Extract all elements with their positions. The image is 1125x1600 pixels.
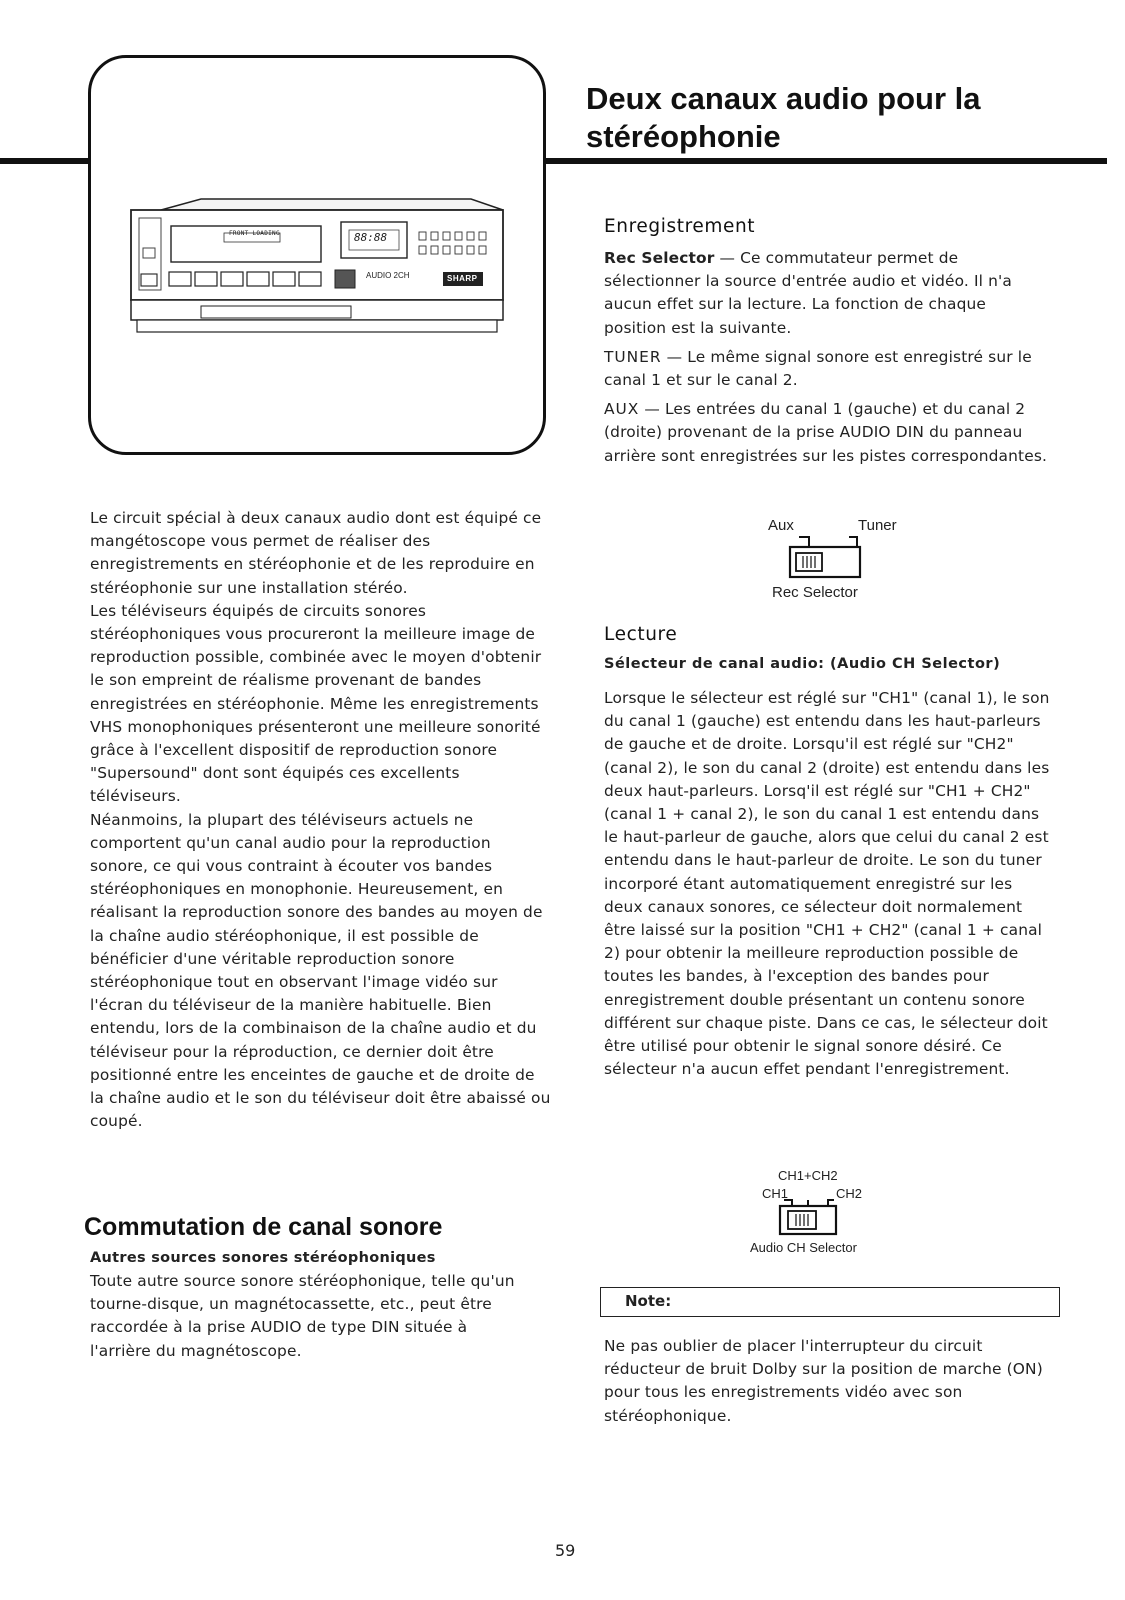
rec-selector-term: Rec Selector bbox=[604, 249, 715, 267]
aux-description: — Les entrées du canal 1 (gauche) et du canal 2 (droite) provenant de la prise AUDIO DIN du panneau arrière sont enregistrées sur les pistes correspondantes. bbox=[604, 400, 1048, 465]
audio-ch-selector-switch bbox=[758, 1192, 858, 1242]
note-box bbox=[600, 1287, 1060, 1317]
tuner-paragraph bbox=[604, 346, 1052, 392]
vcr-illustration bbox=[91, 58, 543, 452]
intro-text bbox=[90, 507, 552, 1133]
rec-selector-tuner-label: Tuner bbox=[858, 517, 897, 534]
rec-selector-aux-label: Aux bbox=[768, 517, 794, 534]
tuner-description: — Le même signal sonore est enregistré sur le canal 1 et sur le canal 2. bbox=[604, 347, 1032, 390]
illustration-frame bbox=[88, 55, 546, 455]
lecture-subheading: Sélecteur de canal audio: (Audio CH Selector) bbox=[604, 656, 1001, 672]
vcr-display-readout: 88:88 bbox=[354, 231, 388, 244]
enregistrement-heading: Enregistrement bbox=[604, 216, 756, 237]
vcr-audio-label: AUDIO 2CH bbox=[366, 271, 410, 280]
vcr-front-loading-label: FRONT LOADING bbox=[229, 230, 280, 237]
lecture-heading: Lecture bbox=[604, 624, 678, 645]
audio-ch-right-label: CH2 bbox=[836, 1186, 863, 1201]
audio-ch-left-label: CH1 bbox=[762, 1186, 789, 1201]
tuner-term: TUNER bbox=[604, 347, 662, 366]
enregistrement-text bbox=[604, 247, 1052, 474]
page-number: 59 bbox=[555, 1541, 576, 1560]
aux-paragraph bbox=[604, 398, 1052, 468]
intro-paragraph-3: Néanmoins, la plupart des téléviseurs actuels ne comportent qu'un canal audio pour la reproduction sonore, ce qui vous contraint à écouter vos bandes stéréophoniques en monophonie. Heureusement, en réalisant la reproduction sonore des bandes au moyen de la chaîne audio stéréophonique, il est possible de bénéficier d'une véritable reproduction sonore stéréophonique tout en observant l'image vidéo sur l'écran du téléviseur de la manière habituelle. Bien entendu, lors de la combinaison de la chaîne audio et du téléviseur pour la réproduction, ce dernier doit être positionné entre les enceintes de gauche et de droite de la chaîne audio et le son du téléviseur doit être abaissé ou coupé. bbox=[90, 810, 551, 1131]
commutation-heading: Commutation de canal sonore bbox=[84, 1213, 443, 1241]
lecture-text: Lorsque le sélecteur est réglé sur "CH1" (canal 1), le son du canal 1 (gauche) est entendu dans les haut-parleurs de gauche et de droite. Lorsqu'il est réglé sur "CH2" (canal 2), le son du canal 2 (droite) est entendu dans les deux haut-parleurs. Lorsq'il est réglé sur "CH1 + CH2" (canal 1 + canal 2), le son du canal 1 est entendu dans le haut-parleur de gauche, alors que celui du canal 2 est entendu dans le haut-parleur de droite. Le son du tuner incorporé étant automatiquement enregistré sur les deux canaux sonores, ce sélecteur doit normalement être laissé sur la position "CH1 + CH2" (canal 1 + canal 2) pour obtenir la meilleure reproduction possible de toutes les bandes, à l'exception des bandes pour enregistrement double présentant un contenu sonore différent sur chaque piste. Dans ce cas, le sélecteur doit être utilisé pour obtenir le signal sonore désiré. Ce sélecteur n'a aucun effet pendant l'enregistrement. bbox=[604, 689, 1050, 1079]
intro-paragraph-1: Le circuit spécial à deux canaux audio dont est équipé ce mangétoscope vous permet de réaliser des enregistrements en stéréophonie et de les reproduire en stéréophonie sur une installation stéréo. bbox=[90, 509, 542, 597]
intro-paragraph-2: Les téléviseurs équipés de circuits sonores stéréophoniques vous procureront la meilleure image de reproduction possible, combinée avec le moyen d'obtenir le son empreint de réalisme provenant de bandes enregistrées en stéréophonie. Même les enregistrements VHS monophoniques présenteront une meilleure sonorité grâce à l'excellent dispositif de reproduction sonore "Supersound" dont sont équipés ces excellents téléviseurs. bbox=[90, 601, 542, 806]
rec-selector-caption: Rec Selector bbox=[772, 584, 858, 601]
rec-selector-paragraph bbox=[604, 247, 1052, 340]
rec-selector-description: — Ce commutateur permet de sélectionner la source d'entrée audio et vidéo. Il n'a aucun effet sur la lecture. La fonction de chaque position est la suivante. bbox=[604, 249, 1013, 337]
note-label: Note: bbox=[625, 1292, 672, 1310]
aux-term: AUX bbox=[604, 400, 640, 419]
commutation-text: Toute autre source sonore stéréophonique, telle qu'un tourne-disque, un magnétocassette, etc., peut être raccordée à la prise AUDIO de type DIN située à l'arrière du magnétoscope. bbox=[90, 1272, 515, 1360]
page-title: Deux canaux audio pour la stéréophonie bbox=[586, 81, 981, 154]
audio-ch-caption: Audio CH Selector bbox=[750, 1240, 857, 1255]
rec-selector-switch bbox=[763, 525, 873, 585]
vcr-brand-logo: SHARP bbox=[447, 274, 478, 283]
commutation-subheading: Autres sources sonores stéréophoniques bbox=[90, 1250, 436, 1266]
audio-ch-top-label: CH1+CH2 bbox=[778, 1168, 838, 1183]
note-text: Ne pas oublier de placer l'interrupteur du circuit réducteur de bruit Dolby sur la position de marche (ON) pour tous les enregistrements vidéo avec son stéréophonique. bbox=[604, 1337, 1043, 1425]
